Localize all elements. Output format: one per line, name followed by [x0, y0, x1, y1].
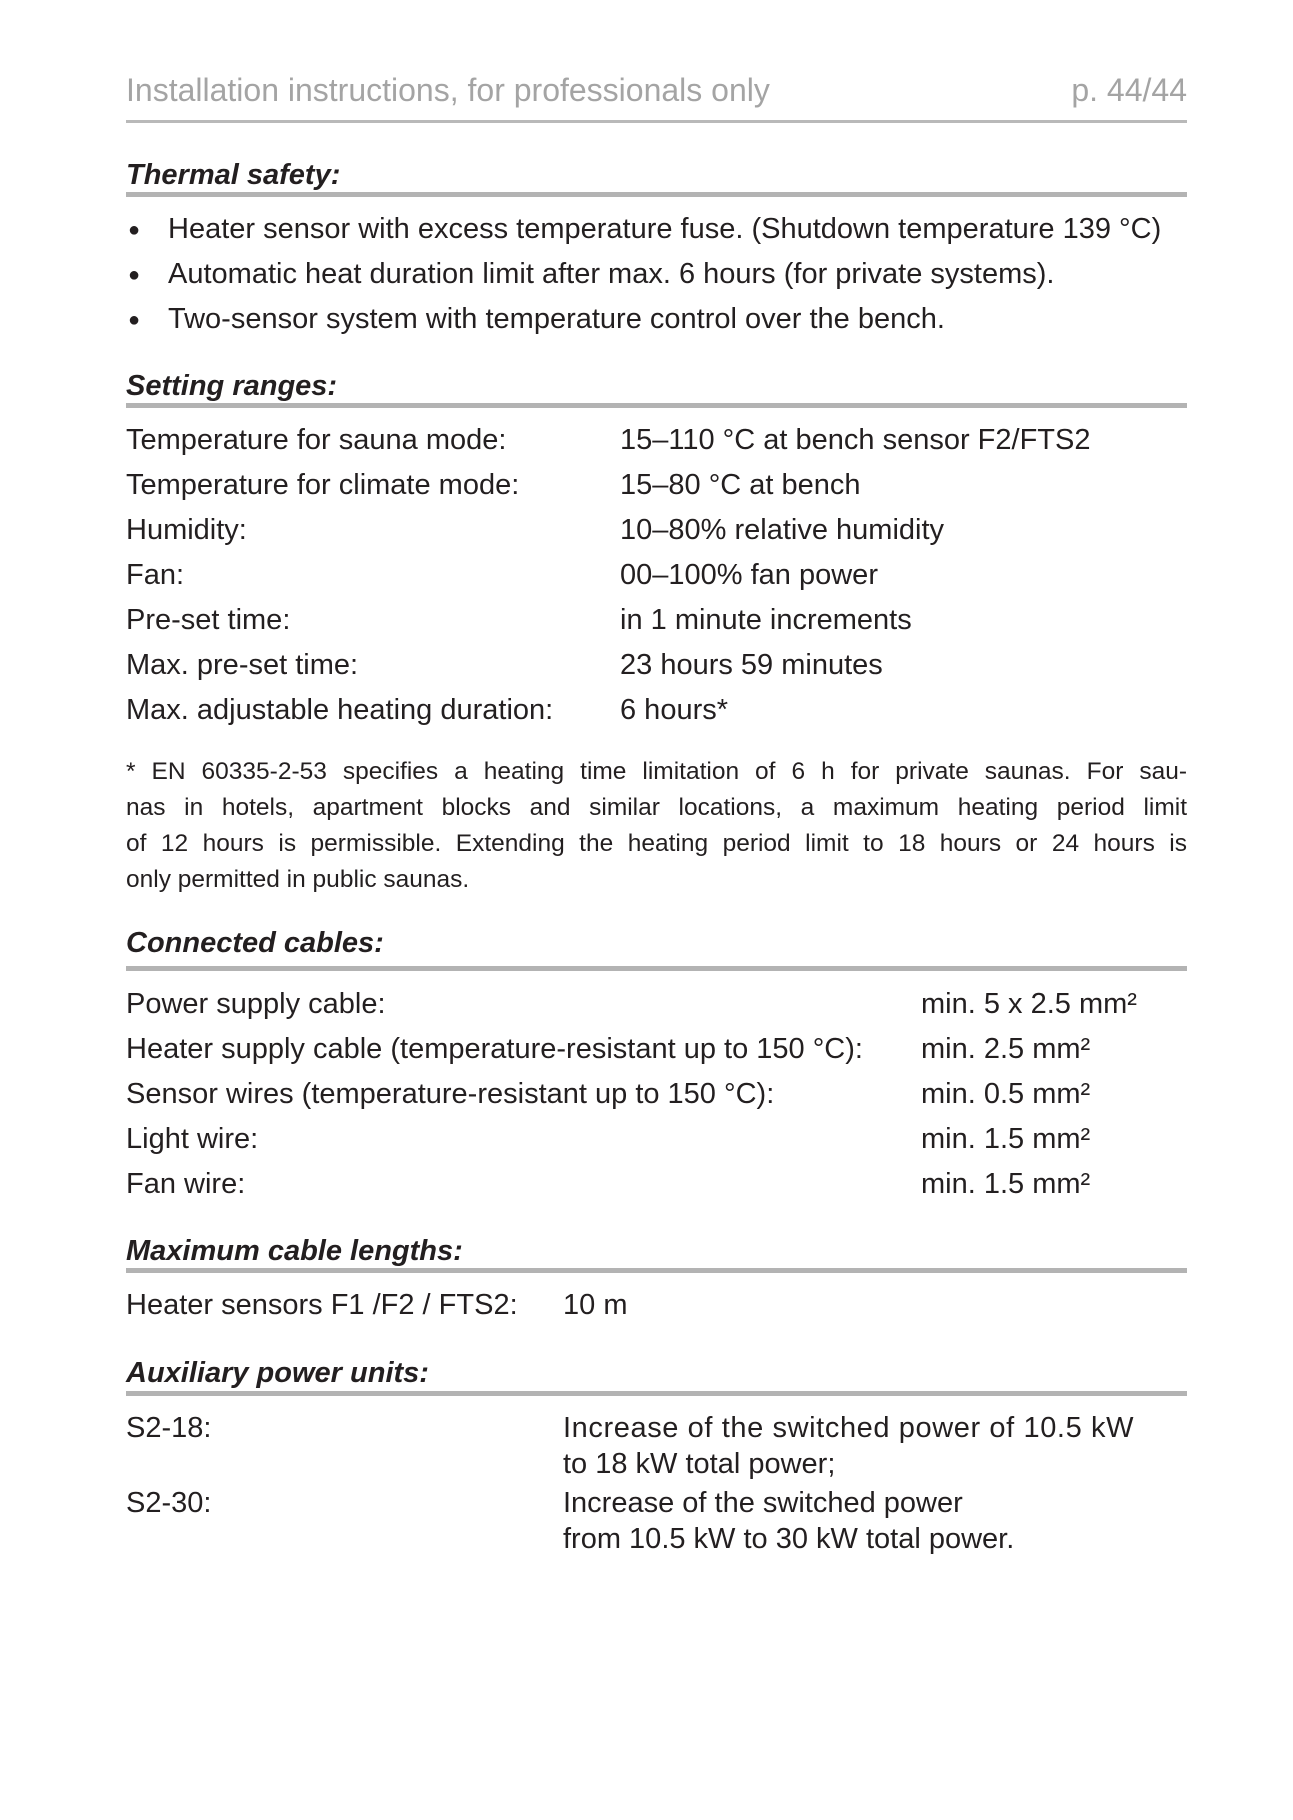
- bullet-icon: ●: [128, 219, 141, 241]
- section-divider: [126, 1268, 1187, 1273]
- footnote: [126, 754, 1187, 898]
- row-value: min. 5 x 2.5 mm²: [921, 988, 1137, 1020]
- row-value: 00–100% fan power: [620, 559, 878, 591]
- list-item-text: Automatic heat duration limit after max. 6 hours (for private systems).: [168, 258, 1055, 290]
- list-item-text: Heater sensor with excess temperature fuse. (Shutdown temperature 139 °C): [168, 213, 1162, 245]
- footnote-line: * EN 60335-2-53 specifies a heating time limitation of 6 h for private saunas. For sau-: [126, 758, 1187, 785]
- row-value-line: to 18 kW total power;: [563, 1448, 836, 1480]
- row-label: Heater sensors F1 /F2 / FTS2:: [126, 1289, 518, 1321]
- footnote-line: only permitted in public saunas.: [126, 866, 470, 893]
- auxiliary-power-units-heading: Auxiliary power units:: [126, 1357, 429, 1389]
- setting-ranges-heading: Setting ranges:: [126, 370, 338, 402]
- section-divider: [126, 192, 1187, 197]
- row-label: Max. adjustable heating duration:: [126, 694, 554, 726]
- row-label: Temperature for sauna mode:: [126, 424, 507, 456]
- row-label: Humidity:: [126, 514, 247, 546]
- header-title: Installation instructions, for professionals only: [126, 72, 770, 108]
- row-value: 10 m: [563, 1289, 628, 1321]
- row-value-line: Increase of the switched power of 10.5 kW: [563, 1412, 1135, 1444]
- row-value: min. 1.5 mm²: [921, 1123, 1091, 1155]
- row-label: Heater supply cable (temperature-resistant up to 150 °C):: [126, 1033, 863, 1065]
- row-value: 23 hours 59 minutes: [620, 649, 883, 681]
- row-value-line: from 10.5 kW to 30 kW total power.: [563, 1523, 1015, 1555]
- page-header: [126, 72, 1187, 123]
- section-divider: [126, 403, 1187, 408]
- row-value-line: Increase of the switched power: [563, 1487, 963, 1519]
- footnote-line: nas in hotels, apartment blocks and similar locations, a maximum heating period limit: [126, 794, 1187, 821]
- page-number: p. 44/44: [1071, 72, 1187, 108]
- row-label: Power supply cable:: [126, 988, 386, 1020]
- footnote-line: of 12 hours is permissible. Extending the heating period limit to 18 hours or 24 hours is: [126, 830, 1187, 857]
- row-value: 6 hours*: [620, 694, 729, 726]
- row-value: min. 1.5 mm²: [921, 1168, 1091, 1200]
- row-label: Fan:: [126, 559, 185, 591]
- row-value: min. 0.5 mm²: [921, 1078, 1091, 1110]
- row-value: min. 2.5 mm²: [921, 1033, 1091, 1065]
- row-value: in 1 minute increments: [620, 604, 912, 636]
- connected-cables-heading: Connected cables:: [126, 927, 384, 959]
- bullet-icon: ●: [128, 264, 141, 286]
- row-value: 15–110 °C at bench sensor F2/FTS2: [620, 424, 1091, 456]
- bullet-icon: ●: [128, 309, 141, 331]
- row-label: Pre-set time:: [126, 604, 291, 636]
- section-divider: [126, 966, 1187, 971]
- row-value: 15–80 °C at bench: [620, 469, 861, 501]
- row-label: S2-30:: [126, 1487, 212, 1519]
- row-label: Temperature for climate mode:: [126, 469, 520, 501]
- row-label: Fan wire:: [126, 1168, 246, 1200]
- row-label: Max. pre-set time:: [126, 649, 359, 681]
- row-value: 10–80% relative humidity: [620, 514, 945, 546]
- row-label: S2-18:: [126, 1412, 212, 1444]
- list-item-text: Two-sensor system with temperature control over the bench.: [168, 303, 945, 335]
- thermal-safety-heading: Thermal safety:: [126, 159, 341, 191]
- row-label: Light wire:: [126, 1123, 259, 1155]
- section-divider: [126, 1391, 1187, 1396]
- row-label: Sensor wires (temperature-resistant up to 150 °C):: [126, 1078, 775, 1110]
- max-cable-lengths-heading: Maximum cable lengths:: [126, 1235, 463, 1267]
